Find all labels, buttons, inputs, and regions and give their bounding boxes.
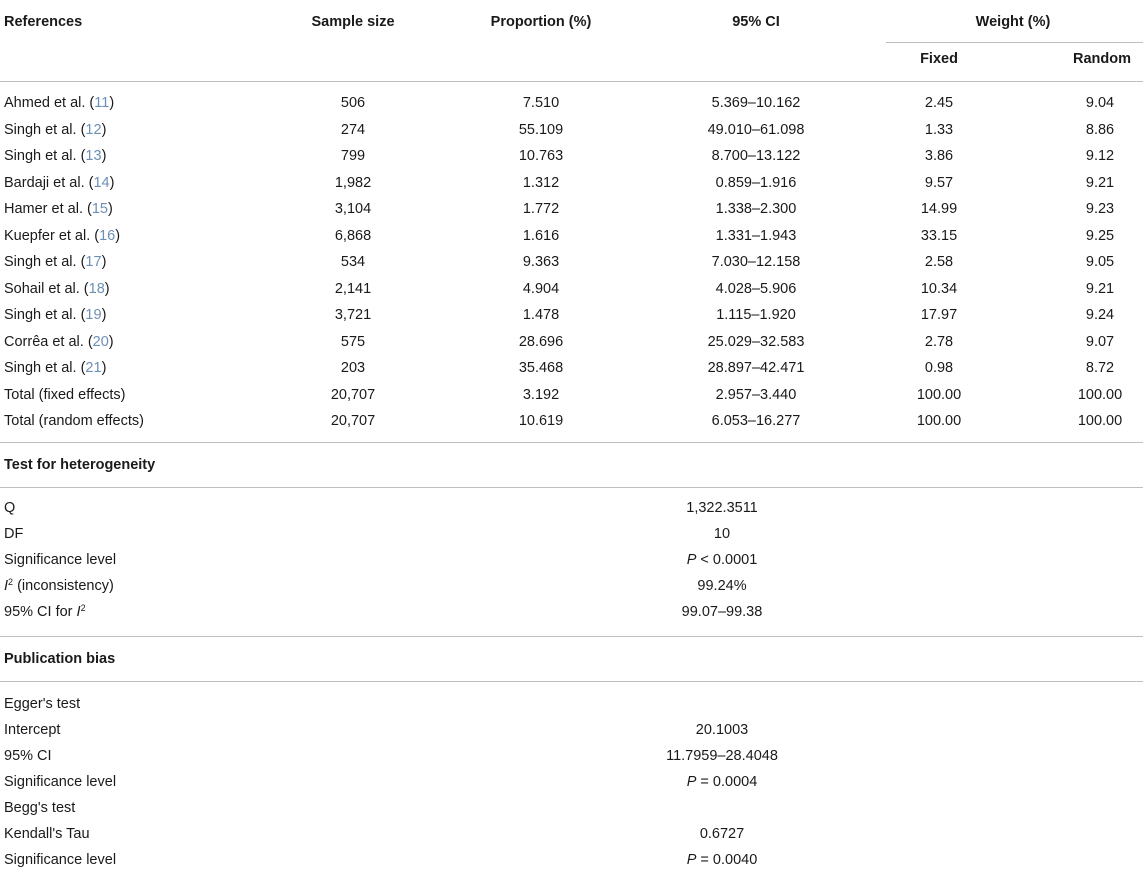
citation-link[interactable]: 21 — [85, 360, 102, 376]
header-proportion: Proportion (%) — [490, 14, 592, 30]
ci-cell: 8.700–13.122 — [711, 148, 801, 164]
het-sig-label: Significance level — [4, 552, 117, 568]
study-author-close: ) — [109, 174, 115, 191]
bias-sig1-label: Significance level — [4, 774, 117, 790]
weight-fixed-cell: 14.99 — [920, 201, 958, 217]
bias-title: Publication bias — [4, 651, 116, 667]
table-row — [0, 170, 1143, 196]
proportion-cell: 1.772 — [522, 201, 560, 217]
study-author-close: ) — [101, 307, 107, 323]
bias-ci-row — [0, 743, 1143, 769]
weight-random-cell: 9.07 — [1085, 333, 1115, 350]
sample-size-cell: 3,721 — [334, 307, 372, 323]
ci-cell: 28.897–42.471 — [707, 360, 805, 376]
study-reference — [4, 117, 106, 143]
bias-sig2-row — [0, 847, 1143, 873]
citation-link[interactable]: 14 — [93, 174, 110, 191]
sample-size-cell: 1,982 — [334, 174, 372, 191]
weight-fixed-cell: 10.34 — [920, 280, 958, 297]
table-row — [0, 90, 1143, 116]
het-i2-value: 99.24% — [697, 578, 747, 594]
proportion-cell: 35.468 — [518, 360, 564, 376]
proportion-cell: 1.312 — [522, 174, 560, 191]
proportion-cell: 28.696 — [518, 333, 564, 350]
bias-top-rule — [0, 636, 1143, 637]
heterogeneity-title: Test for heterogeneity — [4, 457, 156, 473]
table-row — [0, 329, 1143, 355]
sample-size-cell: 20,707 — [330, 386, 376, 403]
table-row — [0, 249, 1143, 275]
weight-fixed-cell: 2.58 — [924, 254, 954, 270]
bias-sig2-rest: = 0.0040 — [696, 852, 758, 868]
weight-fixed-cell: 3.86 — [924, 148, 954, 164]
proportion-cell: 9.363 — [522, 254, 560, 270]
ci-cell: 1.115–1.920 — [716, 307, 796, 323]
sample-size-cell: 274 — [340, 121, 366, 138]
citation-link[interactable]: 16 — [99, 227, 116, 244]
header-random: Random — [1073, 51, 1131, 67]
study-author: Corrêa et al. ( — [4, 333, 93, 350]
bias-tau-label: Kendall's Tau — [4, 826, 90, 842]
ci-cell: 25.029–32.583 — [707, 333, 805, 350]
weight-fixed-cell: 2.78 — [924, 333, 954, 350]
totals-label: Total (fixed effects) — [4, 386, 126, 403]
weight-fixed-cell: 100.00 — [916, 413, 962, 429]
proportion-cell: 55.109 — [518, 121, 564, 138]
bias-intercept-label: Intercept — [4, 722, 61, 738]
totals-rule — [0, 442, 1143, 443]
citation-link[interactable]: 11 — [94, 95, 110, 111]
study-author: Ahmed et al. ( — [4, 95, 95, 111]
bias-sig1-rest: = 0.0004 — [696, 774, 758, 790]
table-row — [0, 143, 1143, 169]
het-i2-label — [4, 573, 114, 599]
table-row — [0, 196, 1143, 222]
sample-size-cell: 203 — [340, 360, 366, 376]
het-i2-row — [0, 573, 1143, 599]
bias-tau-row — [0, 821, 1143, 847]
proportion-cell: 3.192 — [522, 386, 560, 403]
het-i2-sup: 2 — [8, 577, 14, 587]
ci-cell: 5.369–10.162 — [711, 95, 801, 111]
table-row — [0, 276, 1143, 302]
het-ci-row — [0, 599, 1143, 625]
het-df-row — [0, 521, 1143, 547]
weight-fixed-cell: 9.57 — [924, 174, 954, 191]
citation-link[interactable]: 20 — [92, 333, 109, 350]
het-sig-row — [0, 547, 1143, 573]
het-sig-rest: < 0.0001 — [696, 552, 758, 568]
het-df-label: DF — [4, 526, 24, 542]
ci-cell: 7.030–12.158 — [711, 254, 801, 270]
sample-size-cell: 575 — [340, 333, 366, 350]
study-author: Bardaji et al. ( — [4, 174, 94, 191]
citation-link[interactable]: 18 — [88, 280, 105, 297]
ci-cell: 0.859–1.916 — [715, 174, 797, 191]
citation-link[interactable]: 17 — [85, 254, 102, 270]
study-author-close: ) — [101, 121, 107, 138]
weight-fixed-cell: 33.15 — [920, 227, 958, 244]
weight-fixed-cell: 1.33 — [924, 121, 954, 138]
bias-sig2-value — [687, 847, 758, 873]
proportion-cell: 1.478 — [522, 307, 560, 323]
bias-rule — [0, 681, 1143, 682]
bias-egger-label: Egger's test — [4, 696, 81, 712]
het-ci-value: 99.07–99.38 — [681, 604, 763, 620]
ci-cell: 2.957–3.440 — [715, 386, 797, 403]
ci-cell: 49.010–61.098 — [707, 121, 805, 138]
sample-size-cell: 3,104 — [334, 201, 372, 217]
study-reference — [4, 276, 110, 302]
study-author-close: ) — [104, 280, 110, 297]
bias-sig1-value — [687, 769, 758, 795]
het-q-value: 1,322.3511 — [686, 500, 758, 516]
study-author-close: ) — [115, 227, 121, 244]
weight-fixed-cell: 100.00 — [916, 386, 962, 403]
bias-intercept-value: 20.1003 — [695, 722, 749, 738]
sample-size-cell: 20,707 — [330, 413, 376, 429]
weight-random-cell: 8.72 — [1085, 360, 1115, 376]
study-author: Sohail et al. ( — [4, 280, 89, 297]
proportion-cell: 10.619 — [518, 413, 564, 429]
totals-row — [0, 408, 1143, 434]
citation-link[interactable]: 15 — [91, 201, 108, 217]
sample-size-cell: 2,141 — [334, 280, 372, 297]
study-reference — [4, 355, 106, 381]
table-row — [0, 355, 1143, 381]
proportion-cell: 1.616 — [522, 227, 560, 244]
weight-random-cell: 9.21 — [1085, 280, 1115, 297]
bias-intercept-row — [0, 717, 1143, 743]
table-row — [0, 223, 1143, 249]
ci-cell: 1.338–2.300 — [715, 201, 797, 217]
table-row — [0, 302, 1143, 328]
het-sig-value — [687, 547, 758, 573]
weight-random-cell: 9.24 — [1085, 307, 1115, 323]
table-row — [0, 117, 1143, 143]
citation-link[interactable]: 19 — [85, 307, 102, 323]
weight-random-cell: 8.86 — [1085, 121, 1115, 138]
study-author-close: ) — [101, 360, 107, 376]
study-reference — [4, 170, 114, 196]
header-fixed: Fixed — [920, 51, 958, 67]
ci-cell: 6.053–16.277 — [711, 413, 801, 429]
het-ci-text: 95% CI for — [4, 604, 77, 620]
study-reference — [4, 329, 114, 355]
het-df-value: 10 — [713, 526, 731, 542]
study-reference — [4, 196, 113, 222]
weight-fixed-cell: 0.98 — [924, 360, 954, 376]
weight-random-cell: 100.00 — [1077, 413, 1123, 429]
study-author: Singh et al. ( — [4, 307, 86, 323]
bias-title-row — [0, 646, 1143, 672]
weight-random-cell: 9.05 — [1085, 254, 1115, 270]
header-references: References — [4, 14, 83, 30]
weight-fixed-cell: 17.97 — [920, 307, 958, 323]
bias-sig1-row — [0, 769, 1143, 795]
bias-begg-row — [0, 795, 1143, 821]
bias-begg-label: Begg's test — [4, 800, 76, 816]
sample-size-cell: 799 — [340, 148, 366, 164]
proportion-cell: 10.763 — [518, 148, 564, 164]
citation-link[interactable]: 13 — [85, 148, 102, 164]
sample-size-cell: 506 — [340, 95, 366, 111]
study-author: Hamer et al. ( — [4, 201, 92, 217]
heterogeneity-rule — [0, 487, 1143, 488]
weight-fixed-cell: 2.45 — [924, 95, 954, 111]
study-reference — [4, 90, 114, 116]
ci-cell: 1.331–1.943 — [715, 227, 797, 244]
study-author: Singh et al. ( — [4, 121, 86, 138]
bias-tau-value: 0.6727 — [699, 826, 745, 842]
weight-random-cell: 9.21 — [1085, 174, 1115, 191]
study-reference — [4, 143, 106, 169]
header-sample-size: Sample size — [311, 14, 395, 30]
study-reference — [4, 249, 106, 275]
totals-row — [0, 382, 1143, 408]
bias-sig2-p: P — [686, 852, 697, 868]
study-author: Singh et al. ( — [4, 148, 86, 164]
bias-sig1-p: P — [686, 774, 697, 790]
het-q-row — [0, 495, 1143, 521]
study-author-close: ) — [101, 254, 107, 270]
header-rule — [0, 81, 1143, 82]
weight-random-cell: 9.25 — [1085, 227, 1115, 244]
weight-random-cell: 9.12 — [1085, 148, 1115, 164]
totals-label: Total (random effects) — [4, 413, 144, 429]
study-author-close: ) — [101, 148, 107, 164]
ci-cell: 4.028–5.906 — [715, 280, 797, 297]
weight-underline — [886, 42, 1143, 43]
het-i2-sym: I — [4, 578, 9, 594]
study-author: Singh et al. ( — [4, 254, 86, 270]
weight-random-cell: 100.00 — [1077, 386, 1123, 403]
study-author-close: ) — [109, 95, 115, 111]
bias-ci-value: 11.7959–28.4048 — [666, 748, 778, 764]
bias-sig2-label: Significance level — [4, 852, 117, 868]
header-row — [0, 9, 1143, 35]
sample-size-cell: 6,868 — [334, 227, 372, 244]
study-author: Singh et al. ( — [4, 360, 86, 376]
header-ci: 95% CI — [732, 14, 780, 30]
weight-random-cell: 9.04 — [1085, 95, 1115, 111]
het-sig-p: P — [686, 552, 697, 568]
proportion-cell: 4.904 — [522, 280, 560, 297]
bias-egger-row — [0, 691, 1143, 717]
study-reference — [4, 223, 120, 249]
het-ci-sup: 2 — [80, 603, 86, 613]
bias-ci-label: 95% CI — [4, 748, 52, 764]
study-author-close: ) — [108, 333, 114, 350]
header-subrow — [0, 46, 1143, 72]
weight-random-cell: 9.23 — [1085, 201, 1115, 217]
het-ci-label — [4, 599, 86, 625]
study-author: Kuepfer et al. ( — [4, 227, 100, 244]
het-i2-rest: (inconsistency) — [13, 578, 114, 594]
het-q-label: Q — [4, 500, 16, 516]
header-weight: Weight (%) — [975, 14, 1051, 30]
study-author-close: ) — [107, 201, 113, 217]
sample-size-cell: 534 — [340, 254, 366, 270]
proportion-cell: 7.510 — [522, 95, 560, 111]
heterogeneity-title-row — [0, 452, 1143, 478]
citation-link[interactable]: 12 — [85, 121, 102, 138]
het-ci-sym: I — [76, 604, 81, 620]
study-reference — [4, 302, 106, 328]
